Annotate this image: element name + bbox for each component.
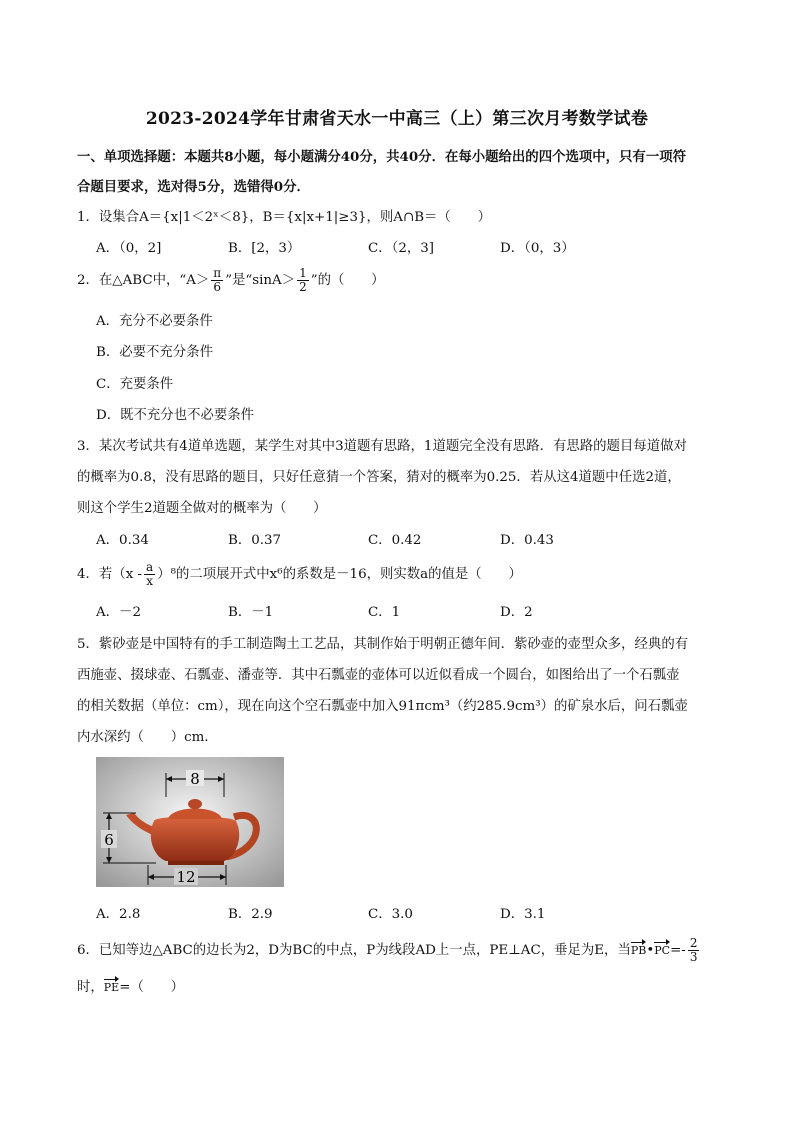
- q6-line2: [77, 976, 184, 995]
- section-header-line1: 一、单项选择题：本题共8小题，每小题满分40分，共40分．在每小题给出的四个选项中，只有一项符: [77, 149, 686, 165]
- q5-line4: 内水深约（ ）cm．: [77, 730, 218, 745]
- q5-line1: 5．紫砂壶是中国特有的手工制造陶土工艺品，其制作始于明朝正德年间．紫砂壶的壶型众多，经典的有: [77, 637, 689, 652]
- teapot-figure: [96, 757, 284, 887]
- q5-line3: 的相关数据（单位：cm），现在向这个空石瓢壶中加入91πcm³（约285.9cm³）的矿泉水后，问石瓢壶: [77, 699, 688, 714]
- q4-option-b: B．－1: [228, 605, 274, 620]
- q4-option-a: A．－2: [96, 605, 141, 620]
- q6-vector-pc: PC: [654, 944, 671, 957]
- q1-option-d: D．（0，3）: [500, 241, 575, 256]
- q2-stem-pre: 2．在△ABC中，“A＞: [77, 273, 210, 288]
- q6-line2-post: =（ ）: [119, 980, 185, 995]
- q3-line3: 则这个学生2道题全做对的概率为（ ）: [77, 501, 327, 516]
- q4-option-d: D．2: [500, 605, 533, 620]
- q4-frac-num: a: [146, 560, 154, 574]
- q2-stem: [77, 267, 385, 294]
- q6-line2-pre: 时，: [77, 980, 104, 995]
- q5-option-b: B．2.9: [228, 907, 273, 922]
- teapot-diagram: [96, 757, 284, 887]
- q6-frac-den: 3: [689, 950, 698, 964]
- q5-option-d: D．3.1: [500, 907, 546, 922]
- q3-line2: 的概率为0.8，没有思路的题目，只好任意猜一个答案，猜对的概率为0.25．若从这4道题中任选2道，: [77, 470, 681, 485]
- exam-title: 2023-2024学年甘肃省天水一中高三（上）第三次月考数学试卷: [145, 109, 649, 129]
- q1-option-c: C．（2，3]: [368, 241, 434, 256]
- q4-fraction-a-x: [144, 561, 155, 588]
- q1-stem: 1．设集合A＝{x|1＜2ˣ＜8}，B＝{x|x+1|≥3}，则A∩B＝（ ）: [77, 210, 491, 225]
- q3-option-a: A．0.34: [96, 533, 149, 548]
- q6-dot: •: [646, 943, 655, 958]
- q4-frac-den: x: [146, 574, 153, 588]
- q4-stem-pre: 4．若（x -: [77, 567, 143, 582]
- q3-option-b: B．0.37: [228, 533, 282, 548]
- fig-label-bottom: 12: [176, 868, 196, 886]
- q2-stem-mid: ”是“sinA＞: [225, 273, 296, 288]
- q6-line1: [77, 937, 701, 964]
- q2-option-c: C．充要条件: [96, 377, 174, 392]
- q4-stem: [77, 561, 522, 588]
- q6-stem-pre: 6．已知等边△ABC的边长为2，D为BC的中点，P为线段AD上一点，PE⊥AC，垂足为E，当: [77, 943, 631, 958]
- q1-option-a: A．（0，2]: [96, 241, 162, 256]
- q2-frac2-num: 1: [299, 266, 307, 280]
- q4-option-c: C．1: [368, 605, 401, 620]
- q6-fraction: [688, 937, 700, 964]
- q1-option-b: B．[2，3）: [228, 241, 301, 256]
- q2-frac1-den: 6: [213, 280, 222, 294]
- q3-option-d: D．0.43: [500, 533, 554, 548]
- q2-stem-post: ”的（ ）: [310, 273, 385, 288]
- q4-stem-post: ）⁸的二项展开式中x⁶的系数是－16，则实数a的值是（ ）: [157, 567, 522, 582]
- q2-option-b: B．必要不充分条件: [96, 345, 213, 360]
- q2-option-d: D．既不充分也不必要条件: [96, 408, 255, 423]
- q6-frac-num: 2: [689, 936, 698, 950]
- q6-vector-pe: PE: [103, 981, 120, 994]
- q2-fraction-1-2: [297, 267, 309, 294]
- q3-line1: 3．某次考试共有4道单选题，某学生对其中3道题有思路，1道题完全没有思路．有思路的题目每道做对: [77, 439, 687, 454]
- q6-eq: =-: [670, 943, 686, 958]
- q5-line2: 西施壶、掇球壶、石瓢壶、潘壶等．其中石瓢壶的壶体可以近似看成一个圆台，如图给出了一个石瓢壶: [77, 668, 680, 683]
- q3-option-c: C．0.42: [368, 533, 422, 548]
- q6-vector-pb: PB: [630, 944, 647, 957]
- q5-option-c: C．3.0: [368, 907, 413, 922]
- q2-frac2-den: 2: [299, 280, 307, 294]
- q2-option-a: A．充分不必要条件: [96, 314, 213, 329]
- section-header-line2: 合题目要求，选对得5分，选错得0分．: [77, 179, 310, 195]
- q2-fraction-pi-6: [211, 267, 223, 294]
- fig-label-side: 6: [104, 831, 114, 849]
- q5-option-a: A．2.8: [96, 907, 141, 922]
- fig-label-top: 8: [190, 770, 200, 788]
- q2-frac1-num: π: [213, 266, 222, 280]
